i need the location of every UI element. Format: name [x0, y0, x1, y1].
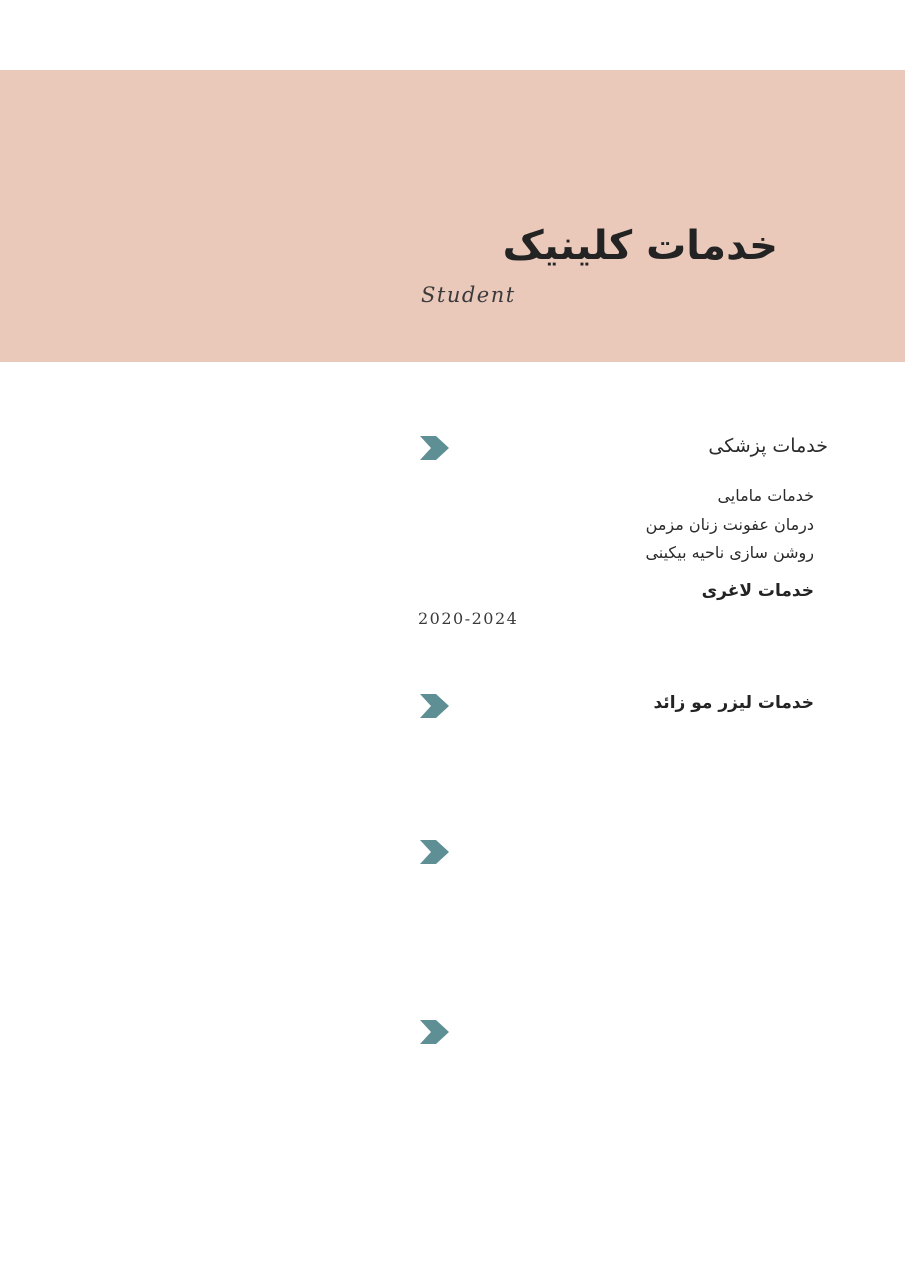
chevron-right-icon — [420, 840, 449, 864]
chevron-right-icon — [420, 436, 449, 460]
chevron-right-icon — [420, 694, 449, 718]
list-item: روشن سازی ناحیه بیکینی — [645, 543, 814, 562]
page-title: خدمات کلینیک — [502, 223, 778, 269]
list-item: خدمات مامایی — [717, 486, 814, 505]
subheading-slimming: خدمات لاغری — [701, 581, 814, 601]
service-list — [645, 482, 814, 568]
chevron-right-icon — [420, 1020, 449, 1044]
header-band — [0, 70, 905, 362]
section-heading-medical: خدمات پزشکی — [708, 435, 828, 457]
section-heading-laser: خدمات لیزر مو زائد — [653, 693, 814, 713]
page-subtitle: Student — [421, 283, 516, 307]
date-range: 2020-2024 — [418, 609, 519, 628]
list-item: درمان عفونت زنان مزمن — [645, 514, 814, 534]
